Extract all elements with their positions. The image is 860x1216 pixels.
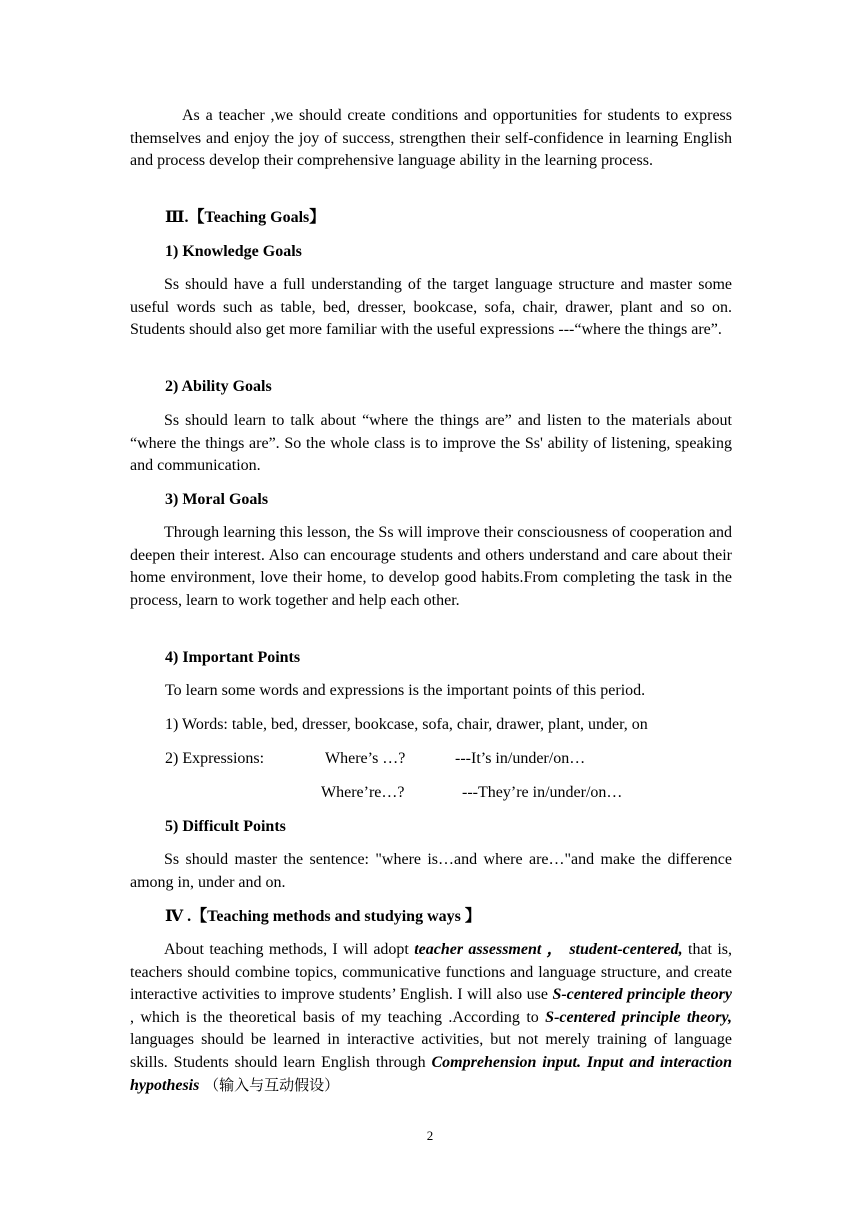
methods-text-4: languages should be learned in interactive activities, but not merely training of language skills. Students should learn English through	[130, 1031, 732, 1071]
difficult-points-text: Ss should master the sentence: "where is…and where are…"and make the difference among in, under and on.	[130, 851, 732, 891]
teaching-methods-paragraph	[130, 939, 732, 1098]
moral-goals-text: Through learning this lesson, the Ss will improve their consciousness of cooperation and deepen their interest. Also can encourage students and others understand and care about their home environment, love their home, to develop good habits.From completing the task in the process, learn to work together and help each other.	[130, 524, 732, 609]
expression-2-question: Where’re…?	[321, 784, 405, 801]
section3-heading: Ⅲ.【Teaching Goals】	[165, 209, 326, 226]
methods-emphasis-2: S-centered principle theory	[552, 986, 732, 1003]
important-points-text: To learn some words and expressions is the important points of this period.	[165, 682, 646, 699]
section4-heading: Ⅳ .【Teaching methods and studying ways 】	[165, 908, 481, 925]
expression-1-answer: ---It’s in/under/on…	[455, 750, 586, 767]
intro-paragraph: As a teacher ,we should create conditions and opportunities for students to express themselves and enjoy the joy of success, strengthen their self-confidence in learning English and process develop their comprehensive language ability in the learning process.	[130, 107, 732, 169]
methods-chinese-note: （输入与互动假设）	[199, 1076, 340, 1094]
knowledge-goals-heading: 1) Knowledge Goals	[165, 243, 302, 260]
words-line: 1) Words: table, bed, dresser, bookcase, sofa, chair, drawer, plant, under, on	[165, 716, 648, 733]
methods-emphasis-4: Comprehension input. Input and interaction hypothesis	[130, 1053, 732, 1094]
ability-goals-text: Ss should learn to talk about “where the things are” and listen to the materials about “where the things are”. So the whole class is to improve the Ss' ability of listening, speaking and communication.	[130, 412, 732, 474]
methods-text-1: About teaching methods, I will adopt	[164, 941, 415, 958]
methods-emphasis-3: S-centered principle theory,	[545, 1008, 733, 1026]
difficult-points-heading: 5) Difficult Points	[165, 818, 286, 835]
methods-text-2: that is, teachers should combine topics, communicative functions and language structure, and create interactive activities to improve students’ English. I will also use	[130, 941, 732, 1003]
important-points-heading: 4) Important Points	[165, 649, 301, 666]
methods-emphasis-1: teacher assessment ， student-centered,	[414, 941, 683, 958]
expressions-label: 2) Expressions:	[165, 750, 265, 767]
knowledge-goals-text: Ss should have a full understanding of the target language structure and master some useful words such as table, bed, dresser, bookcase, sofa, chair, drawer, plant and so on. Students should also get more familiar with the useful expressions ---“where the things are”.	[130, 276, 732, 338]
expression-1-question: Where’s …?	[325, 750, 406, 767]
methods-text-3: , which is the theoretical basis of my teaching .According to	[130, 1008, 546, 1026]
page-number: 2	[426, 1128, 434, 1143]
ability-goals-heading: 2) Ability Goals	[165, 378, 272, 395]
expression-2-answer: ---They’re in/under/on…	[462, 784, 623, 801]
moral-goals-heading: 3) Moral Goals	[165, 491, 269, 508]
